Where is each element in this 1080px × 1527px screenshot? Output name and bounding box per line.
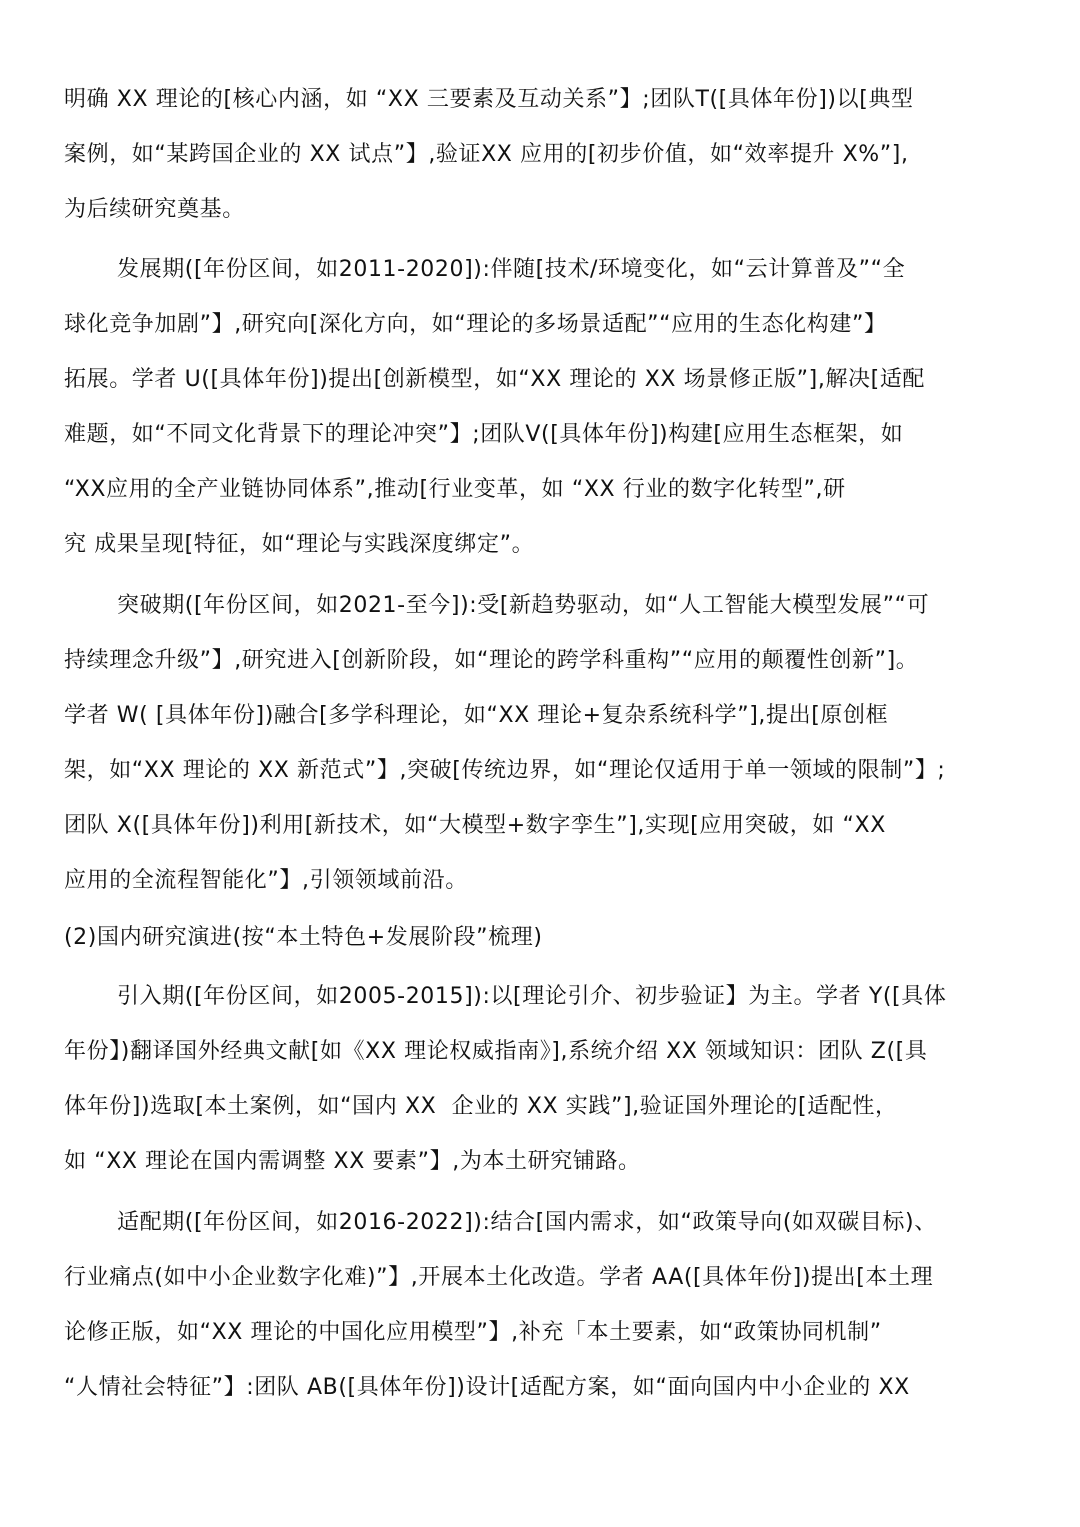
text-line: 明确 XX 理论的[核心内涵，如 “XX 三要素及互动关系”】;团队T([具体年份])以[典型 xyxy=(64,87,914,112)
text-line: 学者 W( [具体年份])融合[多学科理论，如“XX 理论+复杂系统科学”],提出[原创框 xyxy=(64,703,889,728)
text-line: 体年份])选取[本土案例，如“国内 XX 企业的 XX 实践”],验证国外理论的[适配性， xyxy=(64,1094,898,1119)
paragraph-start-line: 引入期([年份区间，如2005-2015]):以[理论引介、初步验证】为主。学者 Y([具体 xyxy=(117,984,947,1009)
text-line: 球化竞争加剧”】,研究向[深化方向，如“理论的多场景适配”“应用的生态化构建”】 xyxy=(64,312,887,337)
text-line: 案例，如“某跨国企业的 XX 试点”】,验证XX 应用的[初步价值，如“效率提升 X%”], xyxy=(64,142,909,167)
text-line: 应用的全流程智能化”】,引领领域前沿。 xyxy=(64,868,468,893)
text-line: 团队 X([具体年份])利用[新技术，如“大模型+数字孪生”],实现[应用突破，如 “XX xyxy=(64,813,886,838)
text-line: 架，如“XX 理论的 XX 新范式”】,突破[传统边界，如“理论仅适用于单一领域的限制”】; xyxy=(64,758,946,783)
text-line: 为后续研究奠基。 xyxy=(64,197,245,222)
text-line: 如 “XX 理论在国内需调整 XX 要素”】,为本土研究铺路。 xyxy=(64,1149,641,1174)
text-line: 难题，如“不同文化背景下的理论冲突”】;团队V([具体年份])构建[应用生态框架，如 xyxy=(64,422,904,447)
text-line: “人情社会特征”】:团队 AB([具体年份])设计[适配方案，如“面向国内中小企业的 XX xyxy=(64,1375,910,1400)
paragraph-start-line: 发展期([年份区间，如2011-2020]):伴随[技术/环境变化，如“云计算普及”“全 xyxy=(117,257,906,282)
text-line: 拓展。学者 U([具体年份])提出[创新模型，如“XX 理论的 XX 场景修正版”],解决[适配 xyxy=(64,367,926,392)
text-line: 行业痛点(如中小企业数字化难)”】,开展本土化改造。学者 AA([具体年份])提出[本土理 xyxy=(64,1265,934,1290)
paragraph-start-line: 适配期([年份区间，如2016-2022]):结合[国内需求，如“政策导向(如双碳目标)、 xyxy=(117,1210,937,1235)
paragraph-start-line: 突破期([年份区间，如2021-至今]):受[新趋势驱动，如“人工智能大模型发展”“可 xyxy=(117,593,930,618)
text-line: 年份】)翻译国外经典文献[如《XX 理论权威指南》],系统介绍 XX 领域知识：团队 Z([具 xyxy=(64,1039,928,1064)
text-line: “XX应用的全产业链协同体系”,推动[行业变革，如 “XX 行业的数字化转型”,研 xyxy=(64,477,846,502)
text-line: 论修正版，如“XX 理论的中国化应用模型”】,补充「本土要素，如“政策协同机制” xyxy=(64,1320,882,1345)
text-line: 持续理念升级”】,研究进入[创新阶段，如“理论的跨学科重构”“应用的颠覆性创新”]。 xyxy=(64,648,919,673)
section-heading: (2)国内研究演进(按“本土特色+发展阶段”梳理) xyxy=(64,925,543,950)
text-line: 究 成果呈现[特征，如“理论与实践深度绑定”。 xyxy=(64,532,535,557)
